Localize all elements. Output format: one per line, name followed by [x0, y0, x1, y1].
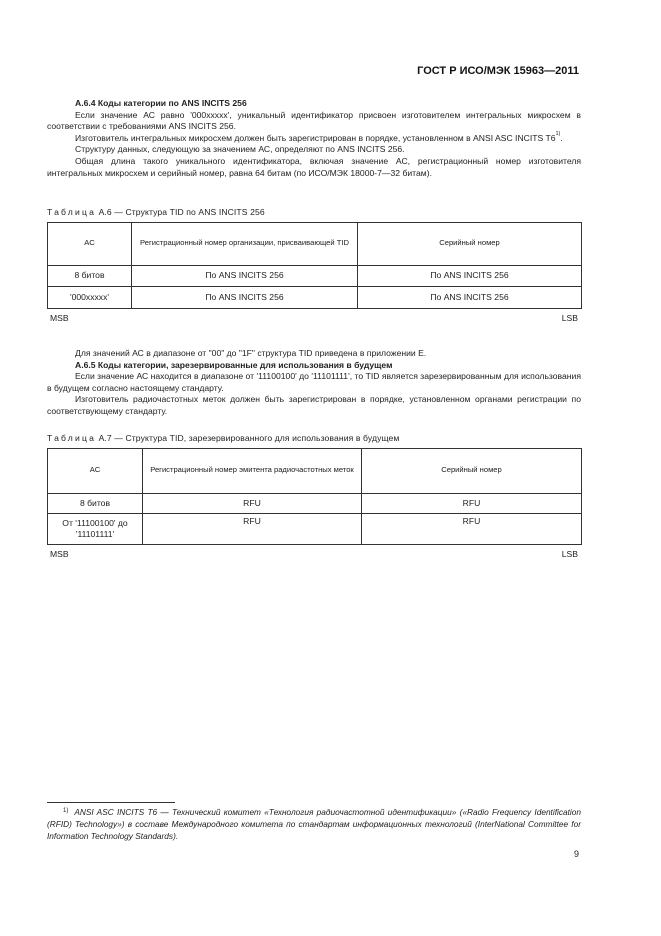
table-row [48, 493, 582, 513]
footnote-mark: 1) [63, 808, 69, 814]
table-cell: 8 битов [48, 265, 132, 286]
page-number: 9 [573, 849, 579, 859]
lsb-label: LSB [561, 312, 578, 323]
section-a65-paragraph-1: Если значение АС находится в диапазоне от '11100100' до '11101111', то TID является зарезервированным для использования в будущем согласно настоящему стандарту. [47, 371, 581, 393]
table-a7-bit-order [47, 549, 581, 561]
section-a64-paragraph-3: Структуру данных, следующую за значением АС, определяют по ANS INCITS 256. [75, 144, 405, 155]
lsb-label: LSB [561, 548, 578, 559]
table-a7 [47, 448, 582, 545]
table-cell: 8 битов [48, 493, 143, 513]
section-a64-paragraph-2-end: . [560, 132, 563, 143]
section-a65-intro: Для значений АС в диапазоне от "00" до "1F" структура TID приведена в приложении Е. [75, 348, 427, 358]
section-a64 [47, 98, 581, 179]
table-a6-bit-order [47, 313, 581, 325]
section-a65-title: А.6.5 Коды категории, зарезервированные для использования в будущем [75, 359, 393, 370]
table-cell: По ANS INCITS 256 [358, 286, 582, 308]
table-cell: От '11100100' до '11101111' [48, 513, 143, 544]
section-a64-title: А.6.4 Коды категории по ANS INCITS 256 [75, 98, 247, 108]
table-a7-header-reg-number: Регистрационный номер эмитента радиочастотных меток [143, 448, 362, 493]
table-a7-caption-text: А.7 — Структура TID, зарезервированного для использования в будущем [96, 433, 400, 443]
table-cell: '000xxxxx' [48, 286, 132, 308]
table-cell: По ANS INCITS 256 [132, 286, 358, 308]
msb-label: MSB [50, 312, 69, 323]
footnote-text: ANSI ASC INCITS T6 — Технический комитет «Технология радиочастотной идентификации» («Radio Frequency Identification (RFID) Technology») в составе Международного комитета по стандартам информационных технологий (InterNational Committee for Information Technology Standards). [47, 807, 581, 842]
section-a64-paragraph-2 [47, 130, 581, 145]
table-a6-header-serial: Серийный номер [358, 222, 582, 265]
table-cell: RFU [362, 493, 582, 513]
table-a6-caption-label: Таблица [47, 207, 97, 217]
table-cell: По ANS INCITS 256 [132, 265, 358, 286]
table-row [48, 513, 582, 544]
footnote [47, 806, 581, 843]
table-a7-header-serial: Серийный номер [362, 448, 582, 493]
table-a6-header-row [48, 222, 582, 265]
table-a6-block [47, 207, 581, 324]
table-a6-header-reg-number: Регистрационный номер организации, присваивающей TID [132, 222, 358, 265]
footnote-reference: 1) [555, 130, 561, 137]
table-a6-caption-text: А.6 — Структура TID по ANS INCITS 256 [96, 207, 265, 217]
table-a6-header-ac: АС [48, 222, 132, 265]
table-a7-caption-label: Таблица [47, 433, 97, 443]
document-header: ГОСТ Р ИСО/МЭК 15963—2011 [417, 65, 579, 77]
table-a6 [47, 222, 582, 309]
table-cell: По ANS INCITS 256 [358, 265, 582, 286]
table-cell: RFU [143, 493, 362, 513]
section-a64-paragraph-4: Общая длина такого уникального идентификатора, включая значение АС, регистрационный номер изготовителя интегральных микросхем и серийный номер, равна 64 битам (по ИСО/МЭК 18000-7—32 битам). [47, 155, 581, 178]
table-a7-header-row [48, 448, 582, 493]
section-a64-paragraph-1: Если значение АС равно '000xxxxx', уникальный идентификатор присвоен изготовителем интегральных микросхем в соответствии с требованиями ANS INCITS 256. [47, 109, 581, 132]
section-a65 [47, 348, 581, 418]
msb-label: MSB [50, 548, 69, 559]
table-row [48, 286, 582, 308]
table-a7-caption [47, 433, 581, 445]
table-a7-header-ac: АС [48, 448, 143, 493]
footnote-divider [47, 802, 175, 803]
table-cell: RFU [143, 513, 362, 544]
table-a6-caption [47, 207, 581, 219]
section-a64-paragraph-2-text: Изготовитель интегральных микросхем должен быть зарегистрирован в порядке, установленном в ANSI ASC INCITS T6 [75, 132, 556, 143]
table-cell: RFU [362, 513, 582, 544]
table-a7-block [47, 433, 581, 560]
section-a65-paragraph-2: Изготовитель радиочастотных меток должен быть зарегистрирован в порядке, установленном органами регистрации по соответствующему стандарту. [47, 394, 581, 416]
table-row [48, 265, 582, 286]
